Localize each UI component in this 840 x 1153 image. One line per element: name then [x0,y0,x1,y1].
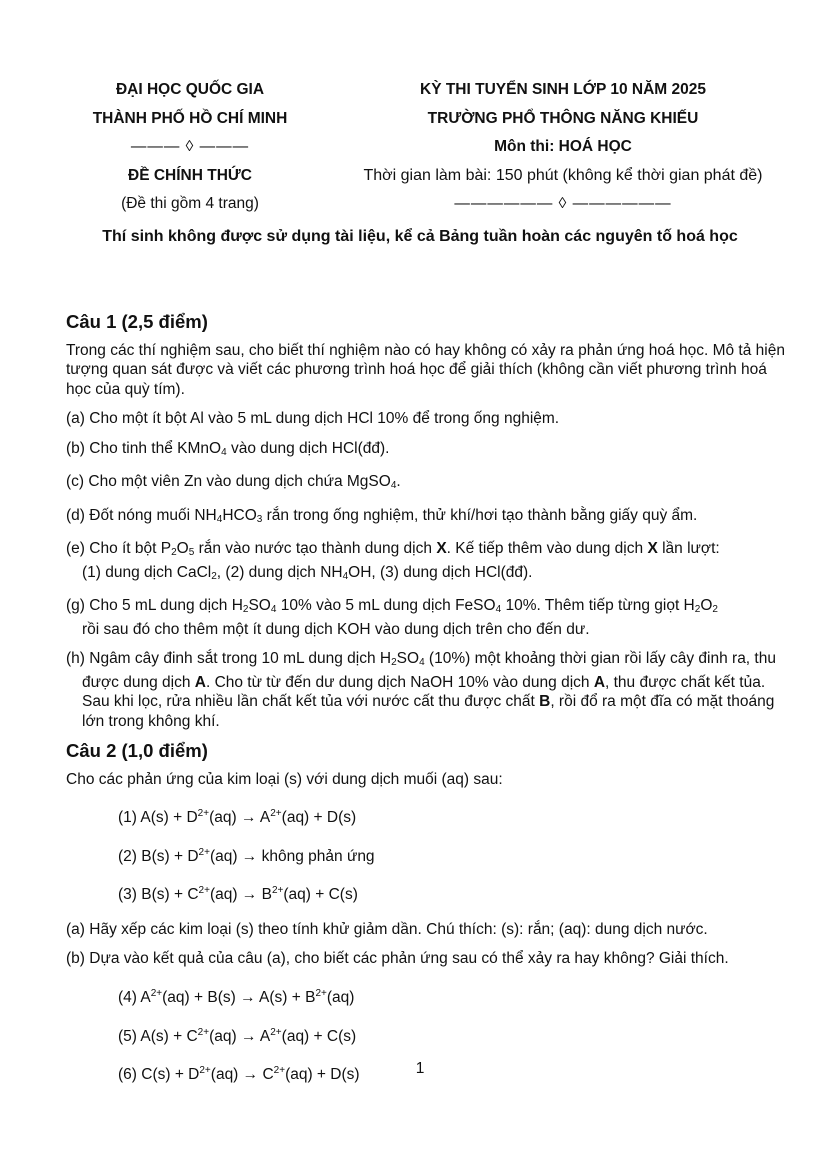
text: vào dung dịch HCl(đđ). [226,439,390,457]
question-1-intro: Trong các thí nghiệm sau, cho biết thí nghiệm nào có hay không có xảy ra phản ứng hoá học. Mô tả hiện tượng quan sát được và viết các phương trình hoá học để giải thích (không cần viết phương trình hoá học của quỳ tím). [66,341,785,398]
text: . Kế tiếp thêm vào dung dịch [446,540,648,557]
text: . Cho từ từ đến dư dung dịch NaOH 10% vào dung dịch [205,673,594,691]
text: (aq) + D(s) [281,809,357,827]
official-exam-label: ĐỀ CHÍNH THỨC [128,166,252,184]
solution-a: A [593,673,606,691]
subscript: 4 [270,604,277,615]
header-right-separator: —————— ◊ —————— [454,195,672,212]
text: (aq) + C(s) [281,1027,357,1045]
text: (aq) → A [209,809,271,827]
text: (6) C(s) + D [118,1066,200,1084]
reaction-2 [118,843,786,867]
q1-item-b [66,439,786,463]
text: , (2) dung dịch NH [216,563,343,581]
q1-item-g [66,596,786,639]
city-name: THÀNH PHỐ HỒ CHÍ MINH [92,109,288,127]
text: (2) B(s) + D [118,847,199,865]
text: (10%) một khoảng thời gian rồi lấy cây đinh ra, thu được dung dịch [82,650,776,691]
text: SO [396,650,420,667]
university-name: ĐẠI HỌC QUỐC GIA [115,81,265,98]
text: (aq) + C(s) [283,886,358,904]
text: 10% vào 5 mL dung dịch FeSO [276,597,496,614]
header-right [318,76,808,219]
text: (aq) → C [210,1066,274,1084]
subscript: 4 [221,446,227,458]
charge: 2+ [270,808,282,819]
text: (g) Cho 5 mL dung dịch H [66,597,243,614]
text: (4) A [118,989,151,1007]
subscript: 2 [391,657,397,668]
page-number: 1 [415,1060,425,1077]
text: . [396,473,401,490]
text: O [700,597,713,614]
text: (1) dung dịch CaCl [82,563,212,581]
subscript: 2 [712,604,718,615]
subscript: 4 [419,657,425,668]
q1-item-d [66,506,786,530]
text: , thu được chất kết tủa. Sau khi lọc, rửa nhiều lần chất kết tủa với nước cất thu được chất [82,673,766,710]
header-left-separator: ——— ◊ ——— [130,138,250,155]
page-count-note: (Đề thi gồm 4 trang) [121,195,259,212]
question-2-intro: Cho các phản ứng của kim loại (s) với dung dịch muối (aq) sau: [66,770,503,788]
question-2-title: Câu 2 (1,0 điểm) [66,740,208,761]
subscript: 4 [342,570,349,582]
subscript: 4 [390,480,397,491]
text: O [176,540,189,557]
subscript: 4 [216,513,223,525]
reaction-5 [118,1023,786,1047]
text: (aq) [326,989,355,1007]
exam-title: KỲ THI TUYỂN SINH LỚP 10 NĂM 2025 [420,81,706,98]
charge: 2+ [198,885,210,897]
question-2-part-a: (a) Hãy xếp các kim loại (s) theo tính khử giảm dần. Chú thích: (s): rắn; (aq): dung dịch nước. [66,920,708,938]
text: (3) B(s) + C [118,886,199,904]
text: HCO [222,506,257,524]
text: 10%. Thêm tiếp từng giọt H [501,597,695,614]
question-1-title: Câu 1 (2,5 điểm) [66,311,208,332]
subscript: 2 [694,604,701,615]
text: (aq) + B(s) → A(s) + B [162,989,316,1007]
q1-item-c [66,472,786,496]
solution-a: A [194,673,206,691]
duration-note: Thời gian làm bài: 150 phút (không kể thời gian phát đề) [363,166,763,184]
subscript: 3 [256,513,263,525]
text: (c) Cho một viên Zn vào dung dịch chứa MgSO [66,473,391,490]
subject-label: Môn thi: HOÁ HỌC [494,138,632,155]
charge: 2+ [270,1026,282,1038]
q1-item-e [66,539,786,586]
q1-item-h [66,649,786,731]
subscript: 5 [188,547,195,558]
text: (aq) + D(s) [285,1066,360,1084]
text: (1) A(s) + D [118,809,198,827]
text: OH, (3) dung dịch HCl(đđ). [348,563,533,581]
text: rắn vào nước tạo thành dung dịch [194,540,437,557]
reaction-3 [118,881,786,905]
q1-item-e-line2 [82,563,786,587]
text: (b) Cho tinh thể KMnO [66,439,222,457]
text: (h) Ngâm cây đinh sắt trong 10 mL dung dịch H [66,650,392,667]
school-name: TRƯỜNG PHỔ THÔNG NĂNG KHIẾU [427,109,699,127]
header-left [60,76,320,219]
text: , rồi đổ ra một đĩa có mặt thoáng lớn trong không khí. [82,693,775,730]
subscript: 2 [211,570,217,582]
text: (5) A(s) + C [118,1027,198,1045]
reaction-4 [118,984,786,1008]
q1-item-a: (a) Cho một ít bột Al vào 5 mL dung dịch HCl 10% để trong ống nghiệm. [66,410,560,427]
charge: 2+ [199,1065,211,1077]
question-2-part-b: (b) Dựa vào kết quả của câu (a), cho biết các phản ứng sau có thể xảy ra hay không? Giải thích. [66,950,729,968]
q1-item-g-line2: rồi sau đó cho thêm một ít dung dịch KOH vào dung dịch trên cho đến dư. [82,620,590,638]
charge: 2+ [197,1026,210,1038]
text: (aq) → B [209,886,272,904]
charge: 2+ [273,1065,286,1077]
exam-body [66,312,786,1100]
text: rắn trong ống nghiệm, thử khí/hơi tạo thành bằng giấy quỳ ẩm. [262,506,698,524]
text: (aq) → không phản ứng [209,847,375,865]
text: (aq) → A [209,1027,271,1045]
solution-x: X [647,540,658,557]
charge: 2+ [150,987,163,999]
charge: 2+ [315,987,327,999]
text: SO [248,597,271,614]
charge: 2+ [271,885,284,897]
text: lần lượt: [657,540,720,557]
subscript: 2 [171,547,177,558]
reaction-1 [118,804,786,828]
charge: 2+ [197,808,210,819]
solution-x: X [436,540,447,557]
subscript: 4 [495,604,502,615]
charge: 2+ [198,846,210,858]
text: (d) Đốt nóng muối NH [66,506,217,524]
subscript: 2 [242,604,249,615]
substance-b: B [539,693,551,710]
text: (e) Cho ít bột P [66,540,172,557]
exam-notice: Thí sinh không được sử dụng tài liệu, kể cả Bảng tuần hoàn các nguyên tố hoá học [102,228,738,245]
